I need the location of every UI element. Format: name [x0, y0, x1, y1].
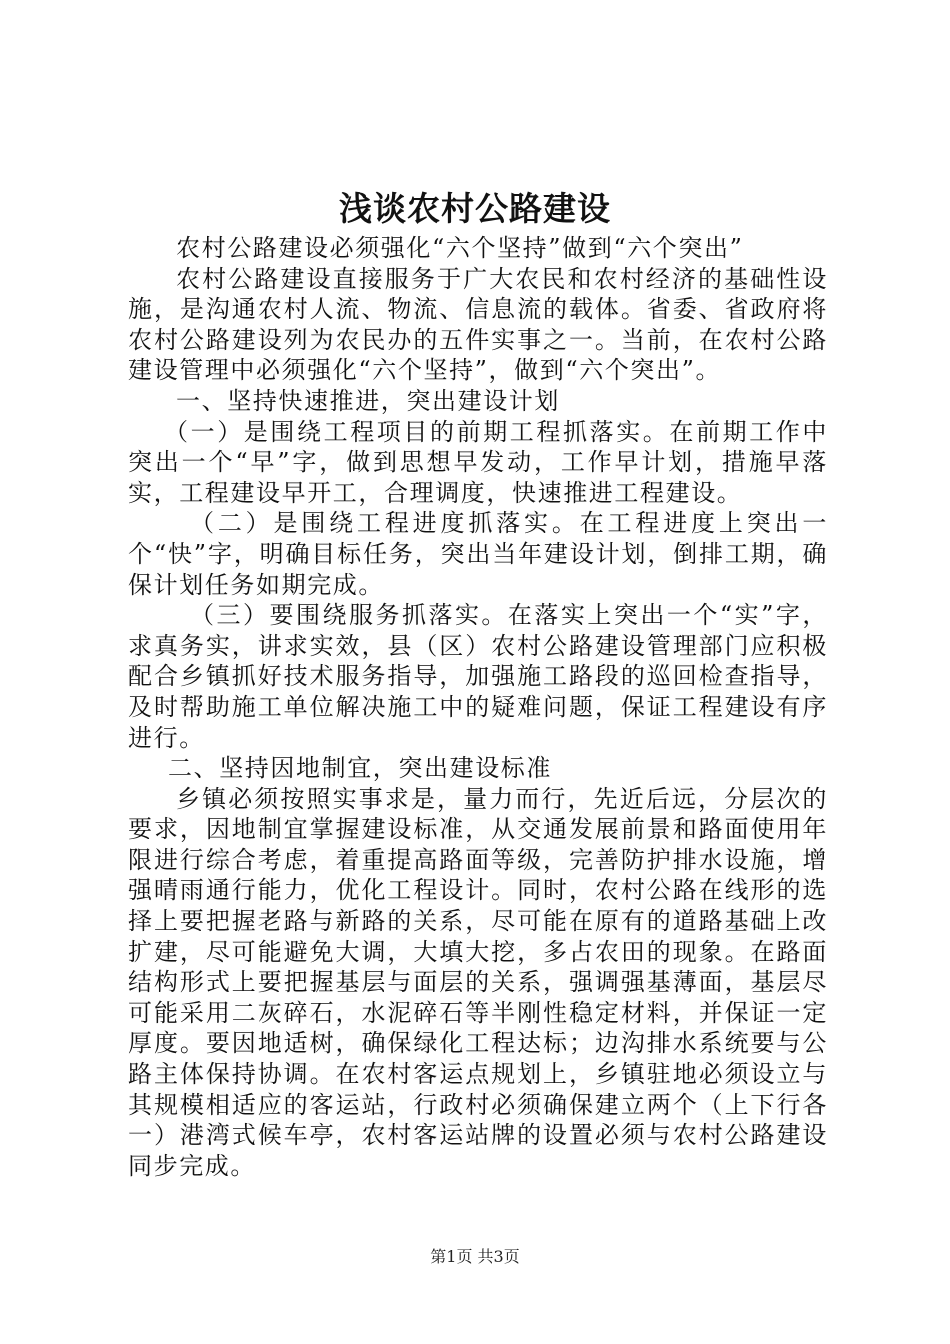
paragraph-intro: 农村公路建设直接服务于广大农民和农村经济的基础性设施，是沟通农村人流、物流、信息流的载体。省委、省政府将农村公路建设列为农民办的五件实事之一。当前，在农村公路建设管理中必须强化“六个坚持”，做到“六个突出”。 [128, 264, 828, 385]
paragraph-standards: 乡镇必须按照实事求是，量力而行，先近后远，分层次的要求，因地制宜掌握建设标准，从交通发展前景和路面使用年限进行综合考虑，着重提高路面等级，完善防护排水设施，增强晴雨通行能力，优化工程设计。同时，农村公路在线形的选择上要把握老路与新路的关系，尽可能在原有的道路基础上改扩建，尽可能避免大调，大填大挖，多占农田的现象。在路面结构形式上要把握基层与面层的关系，强调强基薄面，基层尽可能采用二灰碎石，水泥碎石等半刚性稳定材料，并保证一定厚度。要因地适树，确保绿化工程达标；边沟排水系统要与公路主体保持协调。在农村客运点规划上，乡镇驻地必须设立与其规模相适应的客运站，行政村必须确保建立两个（上下行各一）港湾式候车亭，农村客运站牌的设置必须与农村公路建设同步完成。 [128, 784, 828, 1180]
document-body [128, 233, 828, 1181]
section-heading-1: 一、坚持快速推进，突出建设计划 [176, 386, 560, 415]
paragraph-subtitle: 农村公路建设必须强化“六个坚持”做到“六个突出” [176, 234, 744, 262]
document-title: 浅谈农村公路建设 [339, 189, 611, 228]
section-heading-2: 二、坚持因地制宜，突出建设标准 [168, 754, 552, 783]
page-footer: 第1页 共3页 [430, 1247, 520, 1266]
paragraph-item-1: （一）是围绕工程项目的前期工程抓落实。在前期工作中突出一个“早”字，做到思想早发动，工作早计划，措施早落实，工程建设早开工，合理调度，快速推进工程建设。 [128, 417, 828, 507]
paragraph-item-3: （三）要围绕服务抓落实。在落实上突出一个“实”字，求真务实，讲求实效，县（区）农村公路建设管理部门应积极配合乡镇抓好技术服务指导，加强施工路段的巡回检查指导，及时帮助施工单位解决施工中的疑难问题，保证工程建设有序进行。 [128, 601, 828, 752]
paragraph-item-2: （二）是围绕工程进度抓落实。在工程进度上突出一个“快”字，明确目标任务，突出当年建设计划，倒排工期，确保计划任务如期完成。 [128, 509, 828, 599]
